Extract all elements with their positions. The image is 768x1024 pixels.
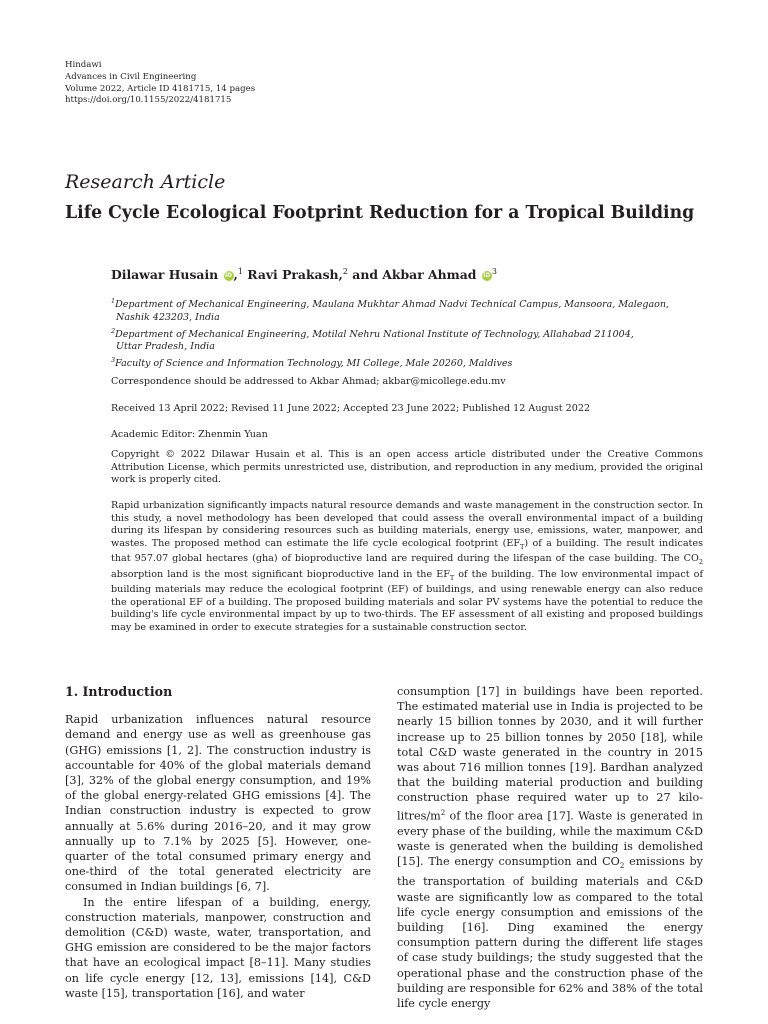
publisher-name: Hindawi xyxy=(65,60,102,70)
paper-title: Life Cycle Ecological Footprint Reduction for a Tropical Building xyxy=(65,203,695,223)
body-paragraph: consumption [17] in buildings have been reported. The estimated material use in India is projected to be nearly 15 billion tonnes by 2030, and it will further increase up to 25 billion tonnes by 2050 [18], while total C&D waste generated in the country in 2015 was about 716 million tonnes [19]. Bardhan analyzed that the building material production and building construction phase required water up to 27 kilo-$litres/m^2$ of the floor area [17]. Waste is generated in every phase of the building, while the maximum C&D waste is generated when the building is demolished [15]. The energy consumption and $CO_2$ emissions by the transportation of building materials and C&D waste are significantly low as compared to the total life cycle energy consumption and emissions of the building [16]. Ding examined the energy consumption pattern during the different life stages of case study buildings; the study suggested that the operational phase and the construction phase of the building are responsible for 62% and 38% of the total life cycle energy xyxy=(397,685,703,1011)
journal-name: Advances in Civil Engineering xyxy=(65,71,197,82)
author-affil-sup: 1 xyxy=(237,267,243,276)
abstract: Rapid urbanization significantly impacts natural resource demands and waste management in the construction sector. In this study, a novel methodology has been developed that could assess the overall environmental impact of a building during its lifespan by considering resources such as building materials, energy use, emissions, water, manpower, and wastes. The proposed method can estimate the life cycle ecological footprint $(EF_T)$ of a building. The result indicates that 957.07 global hectares (gha) of bioproductive land are required during the lifespan of the case building. The $CO_2$ absorption land is the most significant bioproductive land in the $EF_T$ of the building. The low environmental impact of building materials may reduce the ecological footprint (EF) of buildings, and using renewable energy can also reduce the operational EF of a building. The proposed building materials and solar PV systems have the potential to reduce the building's life cycle environmental impact by up to two-thirds. The EF assessment of all existing and proposed buildings may be examined in order to execute strategies for a sustainable construction sector. xyxy=(111,500,703,634)
doi-link[interactable]: https://doi.org/10.1155/2022/4181715 xyxy=(65,95,232,106)
academic-editor: Academic Editor: Zhenmin Yuan xyxy=(111,429,268,440)
affiliation: $^1$Department of Mechanical Engineering, Maulana Mukhtar Ahmad Nadvi Technical Campus, Mansoora, Malegaon, xyxy=(111,297,669,311)
body-column-left xyxy=(65,684,371,1001)
affiliation: $^3$Faculty of Science and Information Technology, MI College, Male 20260, Maldives xyxy=(111,356,513,370)
affiliation-continued: Uttar Pradesh, India xyxy=(116,341,215,353)
correspondence: Correspondence should be addressed to Akbar Ahmad; akbar@micollege.edu.mv xyxy=(111,376,506,387)
body-paragraph: Rapid urbanization influences natural resource demand and energy use as well as greenhouse gas (GHG) emissions [1, 2]. The construction industry is accountable for 40% of the global materials demand [3], 32% of the global energy consumption, and 19% of the global energy-related GHG emissions [4]. The Indian construction industry is expected to grow annually at 5.6% during 2016–20, and it may grow annually up to 7.1% by 2025 [5]. However, one-quarter of the total consumed primary energy and one-third of the total generated electricity are consumed in Indian buildings [6, 7]. xyxy=(65,713,371,894)
affiliation-continued: Nashik 423203, India xyxy=(116,311,220,323)
copyright-notice: Copyright © 2022 Dilawar Husain et al. This is an open access article distributed under the Creative Commons Attribution License, which permits unrestricted use, distribution, and reproduction in any medium, provided the original work is properly cited. xyxy=(111,449,703,486)
body-paragraph: In the entire lifespan of a building, energy, construction materials, manpower, construction and demolition (C&D) waste, water, transportation, and GHG emission are considered to be the major factors that have an ecological impact [8–11]. Many studies on life cycle energy [12, 13], emissions [14], C&D waste [15], transportation [16], and water xyxy=(65,895,371,1000)
author-name: Dilawar Husain xyxy=(111,267,219,283)
author-list: Dilawar Husain iD,$^1$ Ravi Prakash,$^2$ and Akbar Ahmad $iD^3$ xyxy=(111,267,497,283)
article-type: Research Article xyxy=(65,171,226,193)
orcid-icon[interactable]: iD xyxy=(483,271,491,279)
author-name: Ravi Prakash, xyxy=(247,267,343,283)
section-heading: 1. Introduction xyxy=(65,684,173,699)
affiliations xyxy=(111,295,669,371)
author-affil-sup: 3 xyxy=(491,267,497,276)
publication-dates: Received 13 April 2022; Revised 11 June 2022; Accepted 23 June 2022; Published 12 August 2022 xyxy=(111,403,591,414)
body-column-right xyxy=(397,684,703,1011)
journal-header xyxy=(65,60,255,107)
orcid-icon[interactable]: iD xyxy=(224,271,233,279)
affiliation: $^2$Department of Mechanical Engineering, Motilal Nehru National Institute of Technology, Allahabad 211004, xyxy=(111,326,634,340)
volume-info: Volume 2022, Article ID 4181715, 14 pages xyxy=(65,83,256,94)
author-affil-sup: 2 xyxy=(342,267,348,276)
author-name: and Akbar Ahmad xyxy=(352,267,477,283)
